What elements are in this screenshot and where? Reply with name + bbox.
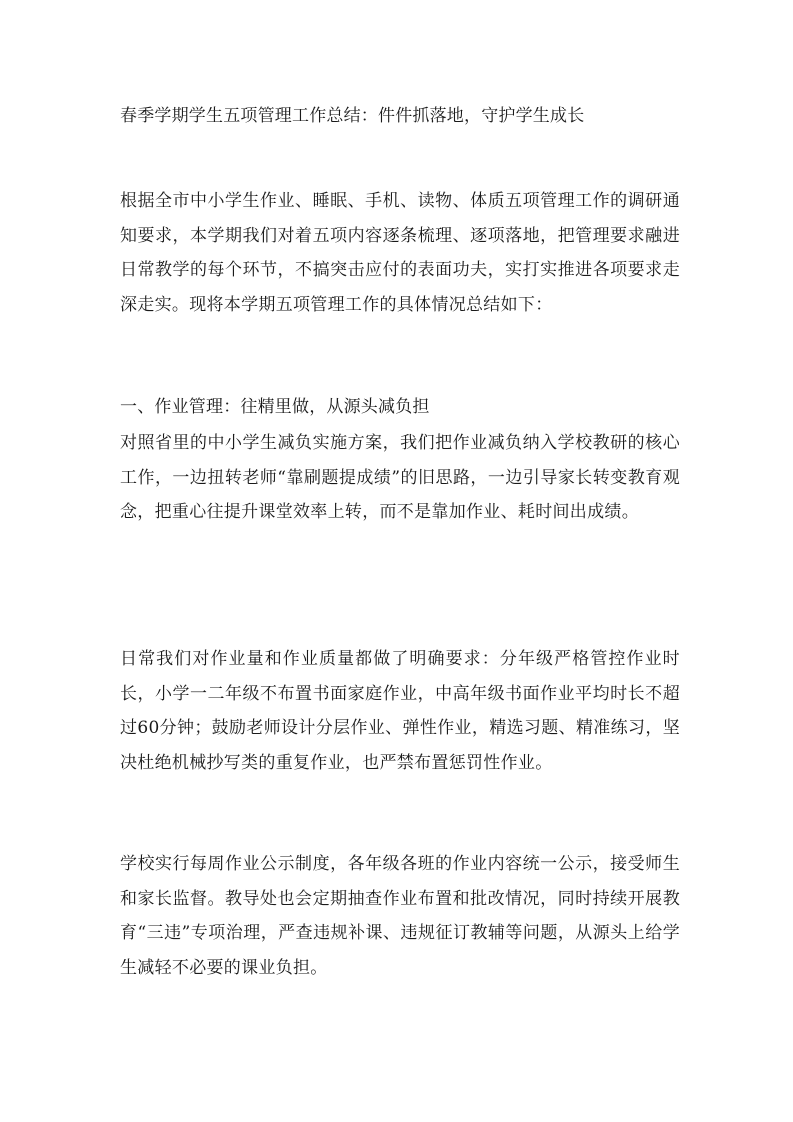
section-heading-homework: 一、作业管理：往精里做，从源头减负担 [120, 397, 430, 417]
section-paragraph: 学校实行每周作业公示制度，各年级各班的作业内容统一公示，接受师生和家长监督。教导处也会定期抽查作业布置和批改情况，同时持续开展教育“三违”专项治理，严查违规补课、违规征订教辅等问题，从源头上给学生减轻不必要的课业负担。 [120, 854, 680, 978]
section-paragraph: 日常我们对作业量和作业质量都做了明确要求：分年级严格管控作业时长，小学一二年级不布置书面家庭作业，中高年级书面作业平均时长不超过60分钟；鼓励老师设计分层作业、弹性作业，精选习题、精准练习，坚决杜绝机械抄写类的重复作业，也严禁布置惩罚性作业。 [120, 649, 680, 773]
section-paragraph: 对照省里的中小学生减负实施方案，我们把作业减负纳入学校教研的核心工作，一边扭转老师“靠刷题提成绩”的旧思路，一边引导家长转变教育观念，把重心往提升课堂效率上转，而不是靠加作业、耗时间出成绩。 [120, 433, 680, 522]
intro-paragraph: 根据全市中小学生作业、睡眠、手机、读物、体质五项管理工作的调研通知要求，本学期我们对着五项内容逐条梳理、逐项落地，把管理要求融进日常教学的每个环节，不搞突击应付的表面功夫，实打实推进各项要求走深走实。现将本学期五项管理工作的具体情况总结如下： [120, 191, 680, 315]
document-title: 春季学期学生五项管理工作总结：件件抓落地，守护学生成长 [120, 106, 585, 126]
